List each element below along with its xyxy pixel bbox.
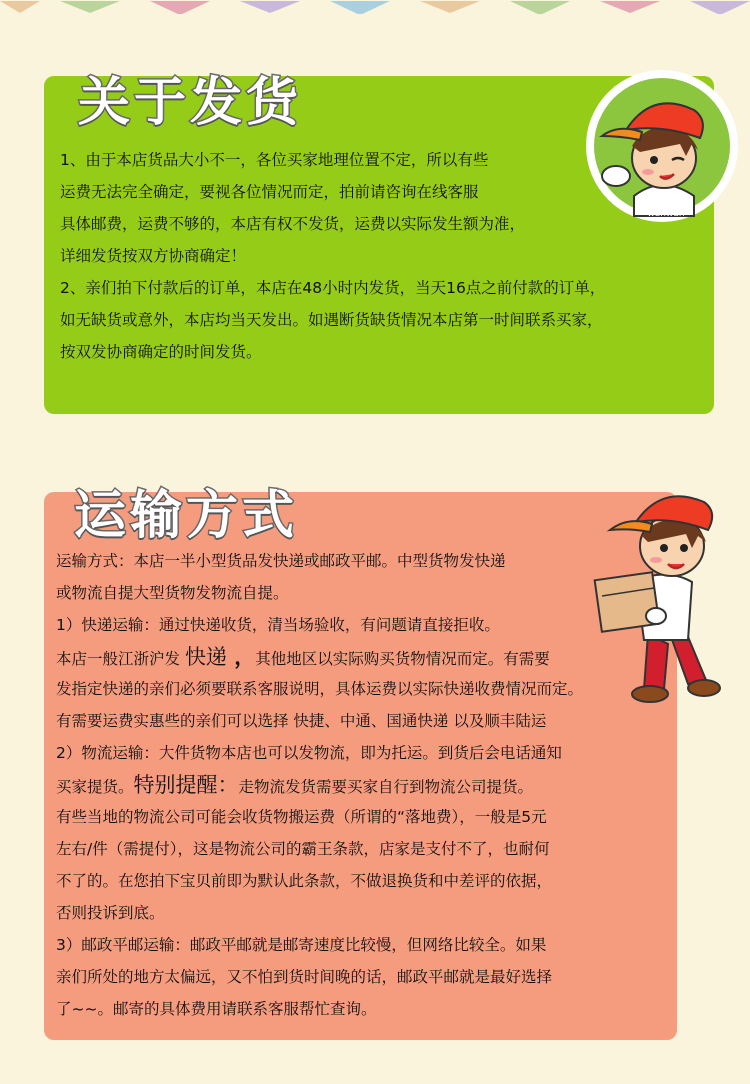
shipping-line: 具体邮费，运费不够的，本店有权不发货，运费以实际发生额为准， <box>60 215 526 233</box>
transport-line-part: 走物流发货需要买家自行到物流公司提货。 <box>238 778 534 796</box>
transport-line: 不了的。在您拍下宝贝前即为默认此条款，不做退换货和中差评的依据， <box>56 872 553 890</box>
express-highlight: 快递 <box>184 645 227 669</box>
transport-line-part: 本店一般江浙沪发 <box>56 650 185 668</box>
shipping-line: 2、亲们拍下付款后的订单，本店在48小时内发货，当天16点之前付款的订单， <box>60 279 606 297</box>
comma-highlight: ， <box>226 645 256 669</box>
transport-line-part: 买家提货。 <box>56 778 134 796</box>
mascot-badge-text: wanwan <box>647 209 685 219</box>
transport-line <box>56 769 583 801</box>
shipping-line: 1、由于本店货品大小不一，各位买家地理位置不定，所以有些 <box>60 151 489 169</box>
top-decorative-band <box>0 0 750 14</box>
transport-line: 亲们所处的地方太偏远，又不怕到货时间晚的话，邮政平邮就是最好选择 <box>56 968 553 986</box>
transport-title: 运输方式 <box>74 486 299 546</box>
transport-line: 左右/件（需提付），这是物流公司的霸王条款，店家是支付不了，也耐何 <box>56 840 550 858</box>
transport-line: 有需要运费实惠些的亲们可以选择 快捷、中通、国通快递 以及顺丰陆运 <box>56 712 547 730</box>
transport-line-part: 其他地区以实际购买货物情况而定。有需要 <box>255 650 550 668</box>
special-reminder-label: 特别提醒： <box>133 773 239 797</box>
shipping-line: 详细发货按双方协商确定！ <box>60 247 247 265</box>
transport-text <box>56 545 583 1025</box>
transport-line: 发指定快递的亲们必须要联系客服说明，具体运费以实际快递收费情况而定。 <box>56 680 584 698</box>
courier-boy-with-box-mascot <box>588 484 738 724</box>
courier-boy-mascot-badge <box>582 66 742 226</box>
transport-line: 了~~。邮寄的具体费用请联系客服帮忙查询。 <box>56 1000 377 1018</box>
transport-line: 或物流自提大型货物发物流自提。 <box>56 584 289 602</box>
shipping-text <box>60 144 605 368</box>
transport-line: 运输方式：本店一半小型货品发快递或邮政平邮。中型货物发快递 <box>56 552 506 570</box>
transport-line: 否则投诉到底。 <box>56 904 165 922</box>
transport-line: 1）快递运输：通过快递收货，清当场验收，有问题请直接拒收。 <box>56 616 500 634</box>
shipping-line: 运费无法完全确定，要视各位情况而定，拍前请咨询在线客服 <box>60 183 479 201</box>
transport-line: 2）物流运输：大件货物本店也可以发物流，即为托运。到货后会电话通知 <box>56 744 562 762</box>
shipping-line: 按双发协商确定的时间发货。 <box>60 343 262 361</box>
transport-line: 3）邮政平邮运输：邮政平邮就是邮寄速度比较慢，但网络比较全。如果 <box>56 936 547 954</box>
triangle-pattern <box>0 1 750 14</box>
shipping-line: 如无缺货或意外，本店均当天发出。如遇断货缺货情况本店第一时间联系买家， <box>60 311 603 329</box>
transport-line <box>56 641 583 673</box>
transport-line: 有些当地的物流公司可能会收货物搬运费（所谓的“落地费），一般是5元 <box>56 808 547 826</box>
shipping-title: 关于发货 <box>78 73 303 133</box>
